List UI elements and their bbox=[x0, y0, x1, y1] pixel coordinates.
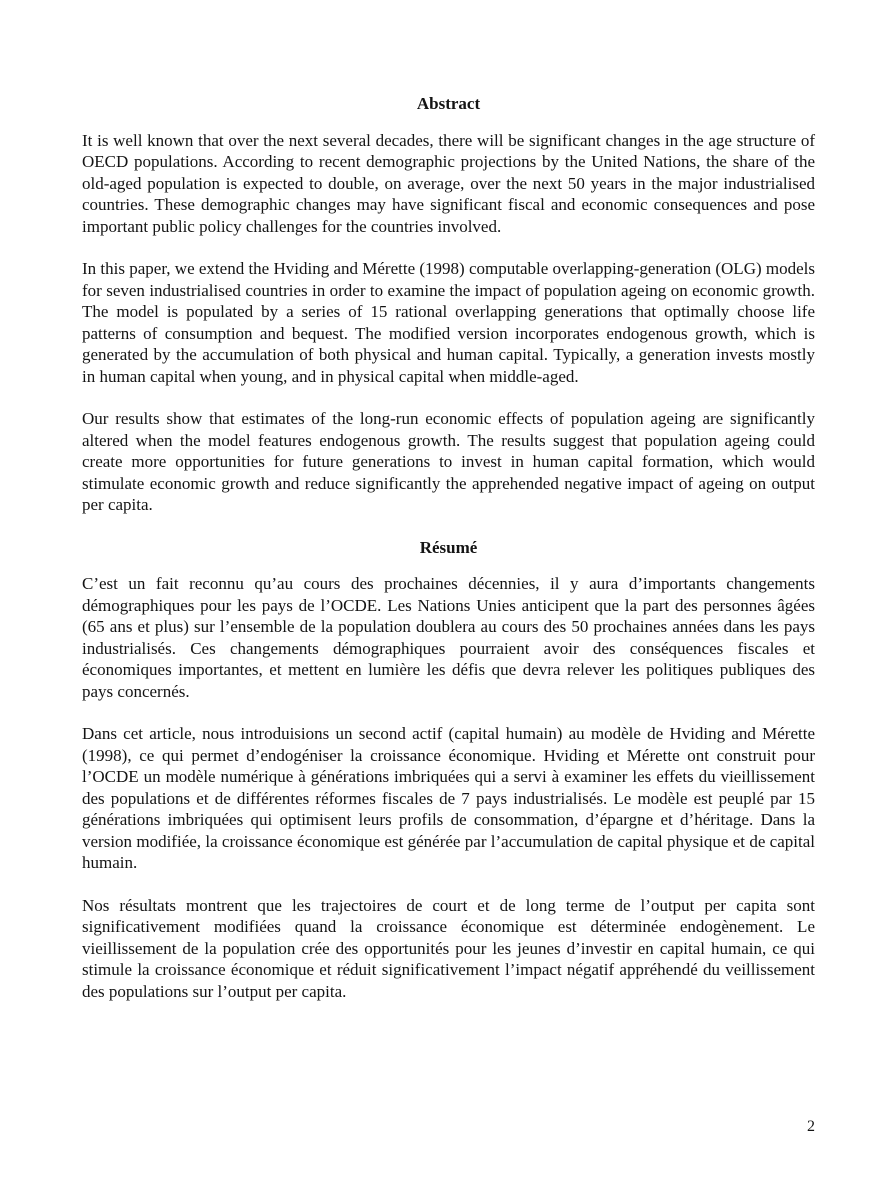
abstract-paragraph-1: It is well known that over the next several decades, there will be significant changes in the age structure of OECD populations. According to recent demographic projections by the United Nations, the share of the old-aged population is expected to double, on average, over the next 50 years in the major industrialised countries. These demographic changes may have significant fiscal and economic consequences and pose important public policy challenges for the countries involved. bbox=[82, 130, 815, 236]
abstract-heading: Abstract bbox=[416, 94, 481, 113]
resume-paragraph-1: C’est un fait reconnu qu’au cours des prochaines décennies, il y aura d’importants changements démographiques pour les pays de l’OCDE. Les Nations Unies anticipent que la part des personnes âgées (65 ans et plus) sur l’ensemble de la population doublera au cours des 50 prochaines années dans les pays industrialisés. Ces changements démographiques pourraient avoir des conséquences fiscales et économiques importantes, et mettent en lumière les défis que devra relever les politiques publiques des pays concernés. bbox=[82, 574, 815, 701]
resume-heading: Résumé bbox=[419, 537, 478, 557]
page-number: 2 bbox=[807, 1118, 815, 1135]
resume-paragraph-3: Nos résultats montrent que les trajectoires de court et de long terme de l’output per capita sont significativement modifiées quand la croissance économique est déterminée endogènement. Le vieillissement de la population crée des opportunités pour les jeunes d’investir en capital humain, ce qui stimule la croissance économique et réduit significativement l’impact négatif appréhendé du veillissement des populations sur l’output per capita. bbox=[82, 895, 815, 1001]
abstract-paragraph-3: Our results show that estimates of the long-run economic effects of population ageing are significantly altered when the model features endogenous growth. The results suggest that population ageing could create more opportunities for future generations to invest in human capital formation, which would stimulate economic growth and reduce significantly the apprehended negative impact of ageing on output per capita. bbox=[82, 409, 815, 514]
resume-paragraph-2: Dans cet article, nous introduisions un second actif (capital humain) au modèle de Hviding and Mérette (1998), ce qui permet d’endogéniser la croissance économique. Hviding et Mérette ont construit pour l’OCDE un modèle numérique à générations imbriquées qui a servi à examiner les effets du vieillissement des populations et de différentes réformes fiscales de 7 pays industrialisés. Le modèle est peuplé par 15 générations imbriquées qui optimisent leurs profils de consommation, d’épargne et d’héritage. Dans la version modifiée, la croissance économique est générée par l’accumulation de capital physique et de capital humain. bbox=[82, 724, 815, 872]
abstract-paragraph-2: In this paper, we extend the Hviding and Mérette (1998) computable overlapping-generation (OLG) models for seven industrialised countries in order to examine the impact of population ageing on economic growth. The model is populated by a series of 15 rational overlapping generations that optimally choose life patterns of consumption and bequest. The modified version incorporates endogenous growth, which is generated by the accumulation of both physical and human capital. Typically, a generation invests mostly in human capital when young, and in physical capital when middle-aged. bbox=[82, 259, 815, 386]
